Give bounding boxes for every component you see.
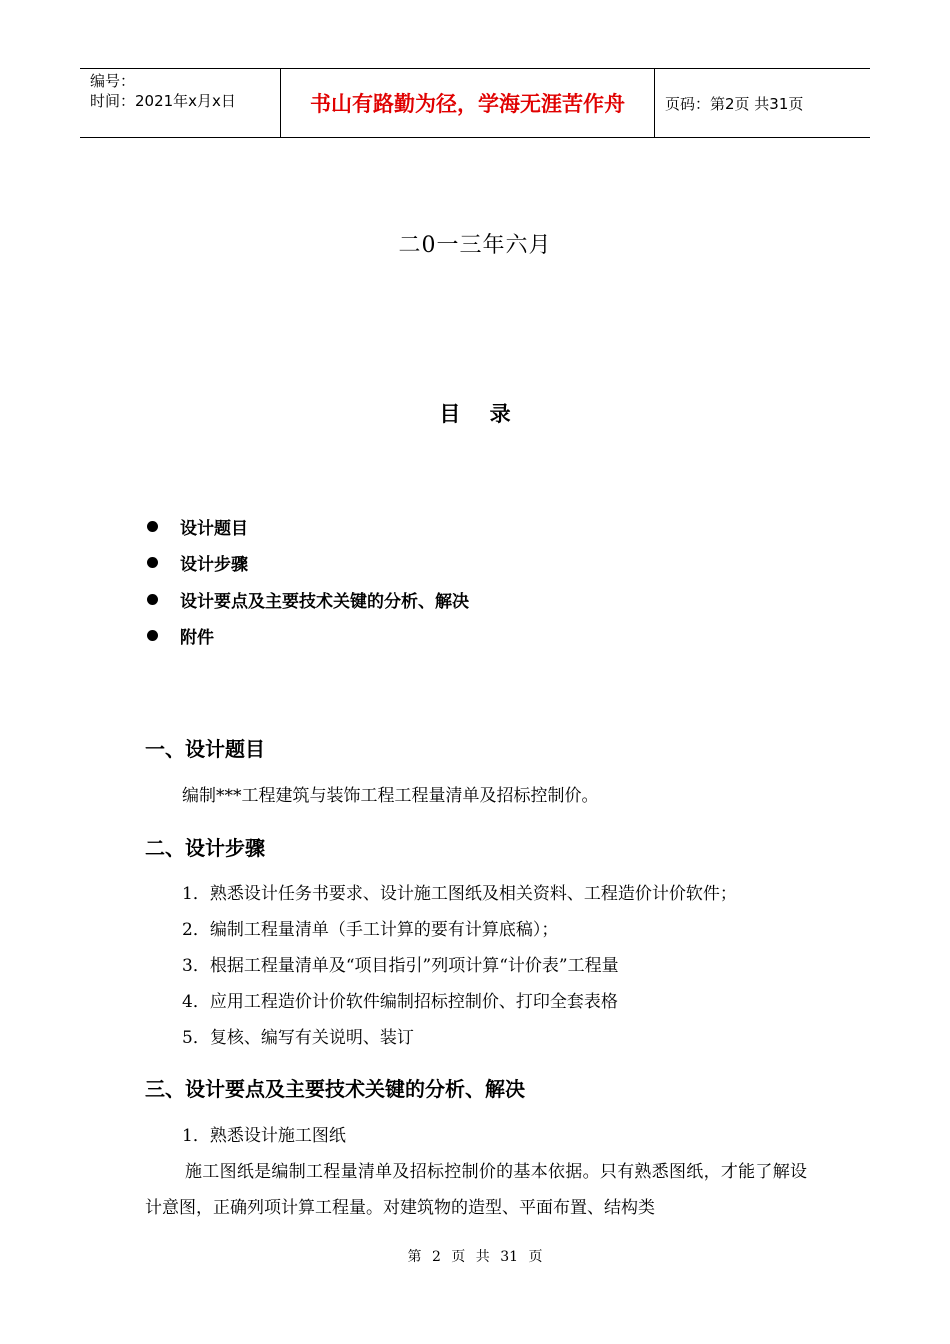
section2-heading: 二、设计步骤 — [145, 836, 265, 860]
bullet-icon — [147, 594, 158, 605]
toc-list — [145, 508, 469, 654]
bullet-icon — [147, 630, 158, 641]
section1-heading: 一、设计题目 — [145, 737, 265, 761]
time-label: 时间：2021年x月x日 — [90, 92, 236, 110]
header-meta — [80, 69, 280, 137]
bullet-icon — [147, 557, 158, 568]
step-item: 2．编制工程量清单（手工计算的要有计算底稿）； — [182, 920, 559, 940]
steps-list — [182, 876, 737, 1056]
toc-item-label: 附件 — [180, 628, 214, 649]
header-page-number: 页码：第2页 共31页 — [665, 94, 804, 113]
step-item: 1．熟悉设计任务书要求、设计施工图纸及相关资料、工程造价计价软件； — [182, 884, 737, 904]
page-footer: 第 2 页 共 31 页 — [407, 1249, 543, 1265]
page-header — [80, 68, 870, 138]
toc-item-label: 设计步骤 — [180, 555, 248, 576]
section3-sub1: 1．熟悉设计施工图纸 — [182, 1126, 346, 1146]
step-item: 4．应用工程造价计价软件编制招标控制价、打印全套表格 — [182, 992, 618, 1012]
toc-item-label: 设计要点及主要技术关键的分析、解决 — [180, 591, 469, 612]
toc-item — [145, 581, 469, 618]
toc-item — [145, 545, 469, 582]
step-item: 5．复核、编写有关说明、装订 — [182, 1028, 414, 1048]
toc-item — [145, 508, 469, 545]
step-item: 3．根据工程量清单及“项目指引”列项计算“计价表”工程量 — [182, 956, 619, 976]
toc-item — [145, 618, 469, 655]
code-label: 编号： — [90, 72, 136, 90]
section3-paragraph: 施工图纸是编制工程量清单及招标控制价的基本依据。只有熟悉图纸，才能了解设计意图，正确列项计算工程量。对建筑物的造型、平面布置、结构类 — [145, 1162, 807, 1218]
toc-title: 目 录 — [439, 402, 511, 426]
section3-heading: 三、设计要点及主要技术关键的分析、解决 — [145, 1077, 525, 1101]
toc-item-label: 设计题目 — [180, 518, 248, 539]
bullet-icon — [147, 521, 158, 532]
section1-text: 编制***工程建筑与装饰工程工程量清单及招标控制价。 — [182, 786, 599, 806]
header-motto: 书山有路勤为径，学海无涯苦作舟 — [280, 69, 655, 137]
date-line: 二0一三年六月 — [398, 233, 552, 258]
